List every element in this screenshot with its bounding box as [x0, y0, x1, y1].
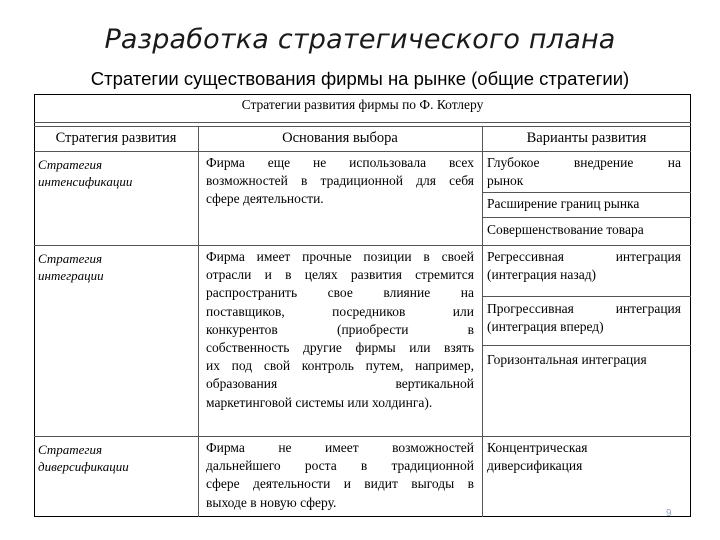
variant-backward-integration: Регрессивная интеграция (интеграция назад) [487, 249, 681, 283]
header-strategy: Стратегия развития [55, 130, 177, 146]
basis-diversification: Фирма не имеет возможностей дальнейшего роста в традиционной сфере деятельности и видит выгоды в выходе в новую сферу. [206, 440, 474, 510]
rule-header-top [34, 126, 691, 127]
strategy-intensification: Стратегия интенсификации [38, 157, 133, 189]
rule-variant-3 [482, 296, 691, 297]
strategy-integration: Стратегия интеграции [38, 251, 104, 283]
variant-product-improvement: Совершенствование товара [487, 222, 644, 237]
rule-variant-1 [482, 192, 691, 193]
slide-subtitle: Стратегии существования фирмы на рынке (общие стратегии) [90, 68, 630, 89]
header-variants: Варианты развития [526, 130, 647, 146]
strategy-diversification: Стратегия диверсификации [38, 442, 129, 474]
rule-header-bottom [34, 151, 691, 152]
variant-market-expansion: Расширение границ рынка [487, 196, 640, 211]
rule-variant-2 [482, 217, 691, 218]
rule-caption [34, 122, 691, 123]
rule-col-2 [482, 126, 483, 517]
basis-integration: Фирма имеет прочные позиции в своей отрасли и в целях развития стремится распространить свое влияние на поставщиков, посредников или конкурентов (приобрести в собственность другие фирмы или взять их под свой контроль путем, например, образования вертикальной маркетинговой системы или холдинга). [206, 249, 474, 410]
header-basis: Основания выбора [282, 130, 398, 146]
rule-row1-bottom [34, 245, 691, 246]
page-number: 9 [666, 508, 672, 519]
rule-row2-bottom [34, 436, 691, 437]
rule-variant-4 [482, 345, 691, 346]
slide-title: Разработка стратегического плана [104, 24, 616, 55]
variant-horizontal-integration: Горизонтальная интеграция [487, 352, 647, 367]
table-caption: Стратегии развития фирмы по Ф. Котлеру [241, 97, 484, 112]
basis-intensification: Фирма еще не использовала всех возможностей в традиционной для себя сфере деятельности. [206, 155, 474, 207]
variant-forward-integration: Прогрессивная интеграция (интеграция вперед) [487, 301, 681, 335]
variant-concentric-diversification: Концентрическая диверсификация [487, 440, 588, 474]
variant-deep-penetration: Глубокое внедрение на рынок [487, 155, 681, 189]
rule-col-1 [198, 126, 199, 517]
